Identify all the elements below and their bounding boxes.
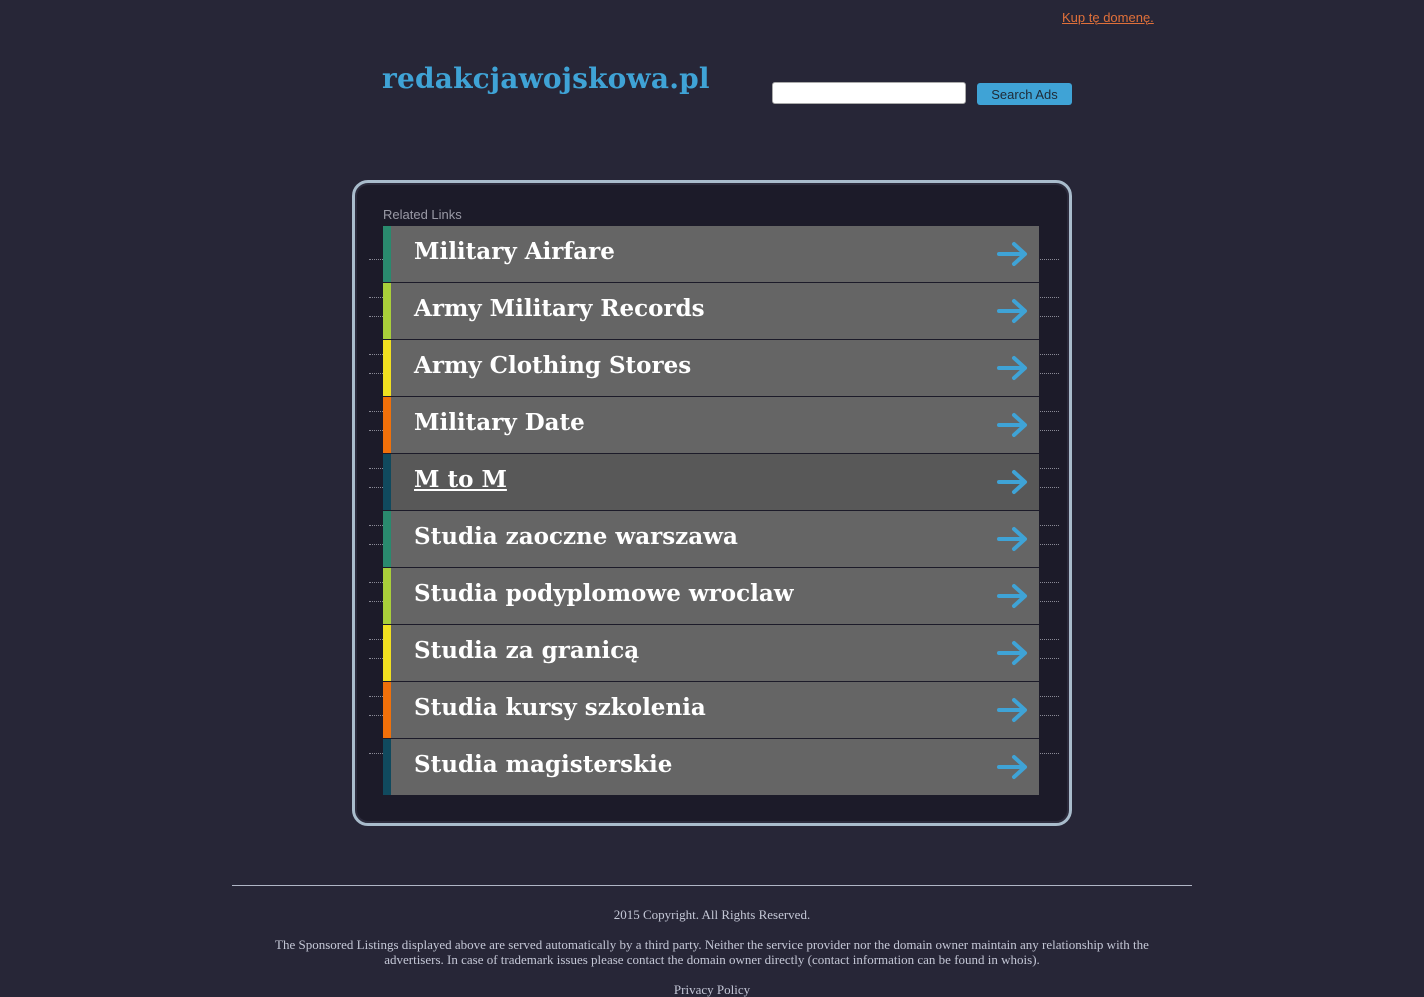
chevron-right-arrow-icon[interactable] (997, 526, 1029, 552)
related-link-item[interactable] (383, 340, 1039, 396)
color-stripe (383, 682, 391, 738)
color-stripe (383, 283, 391, 339)
related-link-item[interactable] (383, 682, 1039, 738)
color-stripe (383, 340, 391, 396)
related-link-label[interactable]: Military Date (414, 409, 585, 436)
color-stripe (383, 397, 391, 453)
color-stripe (383, 454, 391, 510)
color-stripe (383, 625, 391, 681)
copyright-text: 2015 Copyright. All Rights Reserved. (613, 907, 811, 922)
related-links-heading: Related Links (383, 207, 462, 222)
chevron-right-arrow-icon[interactable] (997, 640, 1029, 666)
related-link-label[interactable]: Army Military Records (414, 295, 705, 322)
privacy-policy-link[interactable]: Privacy Policy (673, 982, 751, 997)
chevron-right-arrow-icon[interactable] (997, 298, 1029, 324)
search-input[interactable] (772, 82, 966, 104)
color-stripe (383, 511, 391, 567)
chevron-right-arrow-icon[interactable] (997, 754, 1029, 780)
chevron-right-arrow-icon[interactable] (997, 697, 1029, 723)
footer-divider (232, 885, 1192, 886)
related-links-list (383, 226, 1039, 796)
related-link-item[interactable] (383, 625, 1039, 681)
related-link-item[interactable] (383, 397, 1039, 453)
related-link-label[interactable]: M to M (414, 466, 507, 493)
related-link-item[interactable] (383, 454, 1039, 510)
related-link-label[interactable]: Studia magisterskie (414, 751, 673, 778)
color-stripe (383, 568, 391, 624)
disclaimer-text: The Sponsored Listings displayed above are served automatically by a third party. Neither the service provider nor the domain owner maintain any relationship with the advertisers. In case of trademark issues please contact the domain owner directly (contact information can be found in whois). (275, 937, 1149, 967)
related-link-label[interactable]: Studia za granicą (414, 637, 640, 664)
related-link-item[interactable] (383, 739, 1039, 795)
color-stripe (383, 739, 391, 795)
related-link-label[interactable]: Military Airfare (414, 238, 615, 265)
related-link-label[interactable]: Studia kursy szkolenia (414, 694, 706, 721)
related-link-item[interactable] (383, 568, 1039, 624)
chevron-right-arrow-icon[interactable] (997, 241, 1029, 267)
chevron-right-arrow-icon[interactable] (997, 469, 1029, 495)
related-link-item[interactable] (383, 283, 1039, 339)
chevron-right-arrow-icon[interactable] (997, 412, 1029, 438)
site-title: redakcjawojskowa.pl (382, 62, 710, 95)
chevron-right-arrow-icon[interactable] (997, 355, 1029, 381)
chevron-right-arrow-icon[interactable] (997, 583, 1029, 609)
related-link-label[interactable]: Studia zaoczne warszawa (414, 523, 738, 550)
color-stripe (383, 226, 391, 282)
related-link-item[interactable] (383, 226, 1039, 282)
related-link-item[interactable] (383, 511, 1039, 567)
related-link-label[interactable]: Army Clothing Stores (414, 352, 692, 379)
related-links-panel (352, 180, 1072, 826)
search-ads-button[interactable]: Search Ads (977, 83, 1072, 105)
related-link-label[interactable]: Studia podyplomowe wroclaw (414, 580, 794, 607)
buy-domain-link[interactable]: Kup tę domenę. (1062, 10, 1154, 25)
